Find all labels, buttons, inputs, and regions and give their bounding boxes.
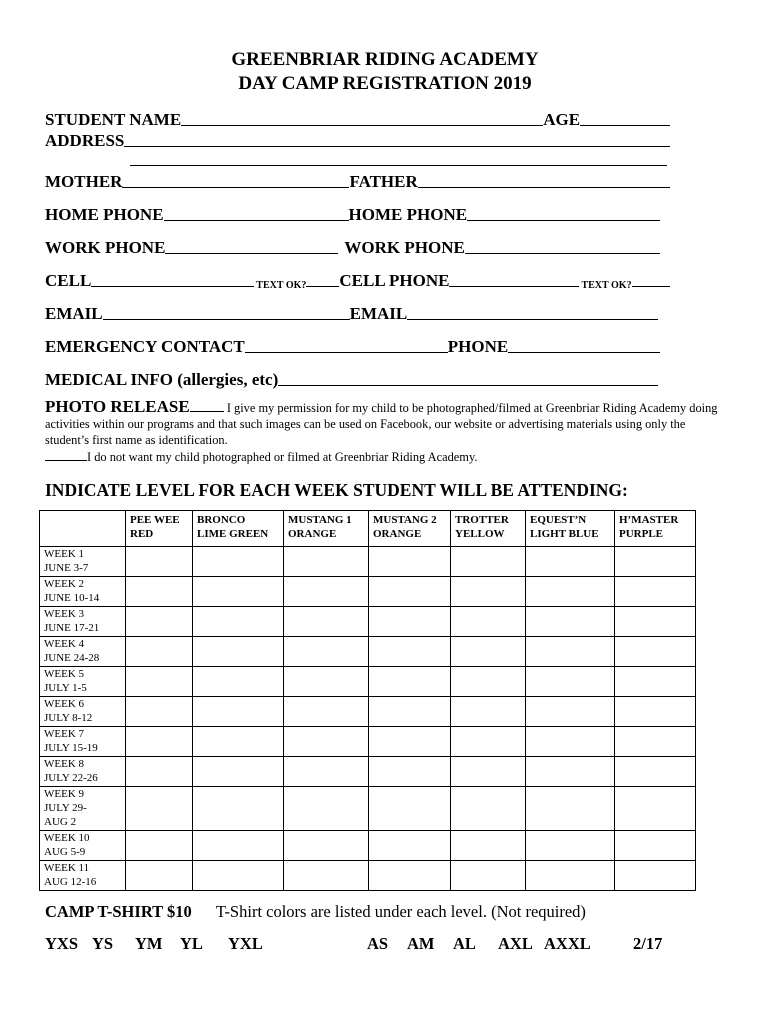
level-cell[interactable] [126,637,193,667]
work-phone-field-mother[interactable] [165,253,338,254]
cell-field-mother[interactable] [91,286,254,287]
size-option[interactable]: YL [180,934,203,953]
level-cell[interactable] [526,757,615,787]
level-cell[interactable] [126,697,193,727]
week-row [40,547,696,577]
work-phone-row [45,234,660,258]
level-cell[interactable] [615,757,696,787]
level-cell[interactable] [126,861,193,891]
level-cell[interactable] [615,667,696,697]
level-cell[interactable] [193,637,284,667]
level-header: TROTTER YELLOW [451,511,526,547]
level-cell[interactable] [369,637,451,667]
emergency-phone-field[interactable] [508,352,660,353]
tshirt-row [45,902,586,922]
level-header: MUSTANG 2 ORANGE [369,511,451,547]
level-cell[interactable] [284,667,369,697]
work-phone-label-2: WORK PHONE [344,238,465,257]
level-cell[interactable] [451,607,526,637]
level-cell[interactable] [369,831,451,861]
size-option[interactable]: YXS [45,934,79,953]
level-cell[interactable] [284,547,369,577]
week-header [40,511,126,547]
level-cell[interactable] [451,637,526,667]
level-cell[interactable] [193,547,284,577]
level-cell[interactable] [193,831,284,861]
size-option[interactable]: AXL [498,934,533,953]
level-cell[interactable] [451,547,526,577]
mother-field[interactable] [122,187,349,188]
level-cell[interactable] [126,667,193,697]
father-label: FATHER [349,172,418,191]
level-cell[interactable] [451,577,526,607]
tshirt-note: T-Shirt colors are listed under each level. (Not required) [215,902,586,921]
photo-decline-field[interactable] [45,448,87,461]
week-label: WEEK 8 JULY 22-26 [40,757,126,787]
level-cell[interactable] [284,861,369,891]
photo-decline-text: I do not want my child photographed or filmed at Greenbriar Riding Academy. [87,450,478,464]
level-cell[interactable] [526,727,615,757]
week-label: WEEK 1 JUNE 3-7 [40,547,126,577]
home-phone-label-2: HOME PHONE [348,205,468,224]
photo-consent-text: I give my permission for my child to be photographed/filmed at Greenbriar Riding Academy doing activities within our programs and that such images can be used on Facebook, our website or advertising materials using only the student’s first name as identification. [45,401,718,447]
level-cell[interactable] [526,787,615,831]
level-cell[interactable] [193,861,284,891]
size-option[interactable]: YM [135,934,163,953]
level-table [39,510,696,891]
level-cell[interactable] [369,607,451,637]
email-row [45,300,658,324]
level-cell[interactable] [526,697,615,727]
emergency-contact-field[interactable] [245,352,448,353]
text-ok-field-father[interactable] [632,286,670,287]
week-row [40,607,696,637]
level-cell[interactable] [369,787,451,831]
level-cell[interactable] [526,861,615,891]
week-row [40,757,696,787]
student-name-label: STUDENT NAME [45,110,182,129]
level-cell[interactable] [284,757,369,787]
level-cell[interactable] [615,607,696,637]
level-header: H’MASTER PURPLE [615,511,696,547]
week-row [40,637,696,667]
level-cell[interactable] [451,727,526,757]
cell-phone-field-father[interactable] [449,286,579,287]
address-field-line-2[interactable] [130,165,667,166]
level-header: BRONCO LIME GREEN [193,511,284,547]
level-cell[interactable] [526,547,615,577]
level-cell[interactable] [284,727,369,757]
level-cell[interactable] [369,697,451,727]
work-phone-label: WORK PHONE [45,238,166,257]
level-cell[interactable] [615,831,696,861]
address-field[interactable] [124,146,670,147]
level-cell[interactable] [193,727,284,757]
medical-row [45,366,658,390]
level-cell[interactable] [451,757,526,787]
parents-row [45,168,670,192]
level-cell[interactable] [451,787,526,831]
level-cell[interactable] [526,607,615,637]
email-label-2: EMAIL [349,304,408,323]
level-cell[interactable] [615,787,696,831]
medical-info-field[interactable] [278,385,658,386]
photo-release-label: PHOTO RELEASE [45,397,190,416]
medical-info-label: MEDICAL INFO (allergies, etc) [45,370,279,389]
week-label: WEEK 7 JULY 15-19 [40,727,126,757]
email-field-father[interactable] [407,319,658,320]
week-label: WEEK 5 JULY 1-5 [40,667,126,697]
level-cell[interactable] [369,667,451,697]
level-heading: INDICATE LEVEL FOR EACH WEEK STUDENT WILL BE ATTENDING: [45,480,628,500]
week-label: WEEK 10 AUG 5-9 [40,831,126,861]
size-option[interactable]: AM [407,934,435,953]
level-header: MUSTANG 1 ORANGE [284,511,369,547]
level-cell[interactable] [369,861,451,891]
level-cell[interactable] [369,547,451,577]
text-ok-label: TEXT OK? [256,280,307,291]
level-cell[interactable] [284,637,369,667]
week-label: WEEK 3 JUNE 17-21 [40,607,126,637]
level-cell[interactable] [615,727,696,757]
cell-label: CELL [45,271,92,290]
tshirt-label: CAMP T-SHIRT $10 [45,902,192,921]
level-cell[interactable] [369,727,451,757]
week-row [40,577,696,607]
photo-consent-field[interactable] [190,399,224,412]
email-label: EMAIL [45,304,103,323]
age-label: AGE [543,110,581,129]
level-cell[interactable] [126,577,193,607]
emergency-contact-label: EMERGENCY CONTACT [45,337,245,356]
level-cell[interactable] [193,697,284,727]
level-cell[interactable] [451,697,526,727]
week-label: WEEK 6 JULY 8-12 [40,697,126,727]
week-row [40,667,696,697]
level-cell[interactable] [284,831,369,861]
level-cell[interactable] [193,667,284,697]
level-header: EQUEST’N LIGHT BLUE [526,511,615,547]
form-subtitle: DAY CAMP REGISTRATION 2019 [238,73,532,94]
work-phone-field-father[interactable] [465,253,660,254]
text-ok-field-mother[interactable] [306,286,339,287]
level-cell[interactable] [615,697,696,727]
level-cell[interactable] [126,607,193,637]
week-label: WEEK 11 AUG 12-16 [40,861,126,891]
level-cell[interactable] [126,727,193,757]
home-phone-label: HOME PHONE [45,205,164,224]
level-cell[interactable] [451,667,526,697]
emergency-phone-label: PHONE [447,337,509,356]
week-row [40,831,696,861]
level-cell[interactable] [369,577,451,607]
revision-code: 2/17 [633,934,663,953]
home-phone-row [45,201,660,225]
level-cell[interactable] [284,697,369,727]
mother-label: MOTHER [45,172,123,191]
father-field[interactable] [418,187,670,188]
cell-phone-label: CELL PHONE [339,271,450,290]
level-cell[interactable] [451,831,526,861]
address-label: ADDRESS [45,131,125,150]
address-row [45,127,670,151]
week-label: WEEK 2 JUNE 10-14 [40,577,126,607]
week-row [40,727,696,757]
form-title: GREENBRIAR RIDING ACADEMY [231,49,539,70]
age-field[interactable] [580,125,670,126]
size-option[interactable]: AXXL [544,934,591,953]
level-header-row [40,511,696,547]
level-cell[interactable] [615,577,696,607]
level-cell[interactable] [126,831,193,861]
text-ok-label-2: TEXT OK? [581,280,632,291]
level-cell[interactable] [369,757,451,787]
level-cell[interactable] [126,787,193,831]
level-cell[interactable] [615,547,696,577]
level-header: PEE WEE RED [126,511,193,547]
size-option[interactable]: YXL [228,934,263,953]
photo-release-section [45,399,725,465]
week-row [40,697,696,727]
week-label: WEEK 9 JULY 29- AUG 2 [40,787,126,831]
student-name-field[interactable] [181,125,543,126]
level-cell[interactable] [126,757,193,787]
level-cell[interactable] [615,637,696,667]
level-cell[interactable] [615,861,696,891]
level-cell[interactable] [284,607,369,637]
emergency-row [45,333,660,357]
level-cell[interactable] [284,577,369,607]
level-cell[interactable] [193,577,284,607]
level-cell[interactable] [193,757,284,787]
level-cell[interactable] [193,607,284,637]
size-option[interactable]: AS [367,934,389,953]
level-cell[interactable] [526,667,615,697]
week-row [40,787,696,831]
level-cell[interactable] [126,547,193,577]
cell-row [45,267,670,291]
email-field-mother[interactable] [103,319,350,320]
level-cell[interactable] [526,637,615,667]
level-cell[interactable] [193,787,284,831]
home-phone-field-father[interactable] [467,220,660,221]
week-label: WEEK 4 JUNE 24-28 [40,637,126,667]
size-option[interactable]: YS [92,934,114,953]
home-phone-field-mother[interactable] [164,220,349,221]
level-cell[interactable] [451,861,526,891]
level-cell[interactable] [526,577,615,607]
level-cell[interactable] [284,787,369,831]
level-cell[interactable] [526,831,615,861]
size-option[interactable]: AL [453,934,476,953]
week-row [40,861,696,891]
